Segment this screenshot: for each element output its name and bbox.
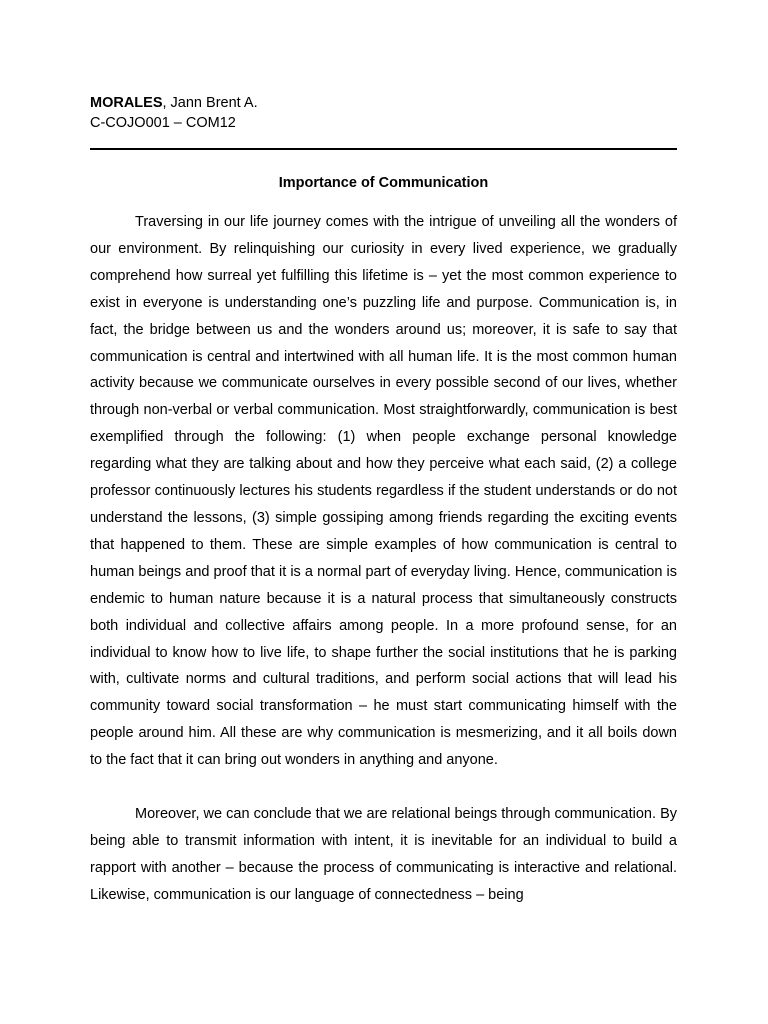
body-paragraph-1: Traversing in our life journey comes with the intrigue of unveiling all the wonders of our environment. By relinquishing our curiosity in every lived experience, we gradually comprehend how surreal yet fulfilling this lifetime is – yet the most common experience to exist in everyone is understanding one’s puzzling life and purpose. Communication is, in fact, the bridge between us and the wonders around us; moreover, it is safe to say that communication is central and intertwined with all human life. It is the most common human activity because we communicate ourselves in every possible second of our lives, whether through non-verbal or verbal communication. Most straightforwardly, communication is best exemplified through the following: (1) when people exchange personal knowledge regarding what they are talking about and how they perceive what each said, (2) a college professor continuously lectures his students regardless if the student understands or do not understand the lessons, (3) simple gossiping among friends regarding the exciting events that happened to them. These are simple examples of how communication is central to human beings and proof that it is a normal part of everyday living. Hence, communication is endemic to human nature because it is a natural process that simultaneously constructs both individual and collective affairs among people. In a more profound sense, for an individual to know how to live life, to shape further the social institutions that he is parking with, cultivate norms and cultural traditions, and perform social actions that will lead his community toward social transformation – he must start communicating himself with the people around him. All these are why communication is mesmerizing, and it all boils down to the fact that it can bring out wonders in anything and anyone. [90,214,677,769]
author-name [90,93,677,113]
document-page [90,93,677,909]
author-first-name: , Jann Brent A. [162,95,258,111]
body-paragraph-2: Moreover, we can conclude that we are relational beings through communication. By being able to transmit information with intent, it is inevitable for an individual to build a rapport with another – because the process of communicating is interactive and relational. Likewise, communication is our language of connectedness – being [90,806,677,903]
document-title: Importance of Communication [278,175,489,191]
header-divider [90,148,677,150]
course-code: C-COJO001 – COM12 [90,115,236,131]
author-last-name: MORALES [90,95,163,111]
